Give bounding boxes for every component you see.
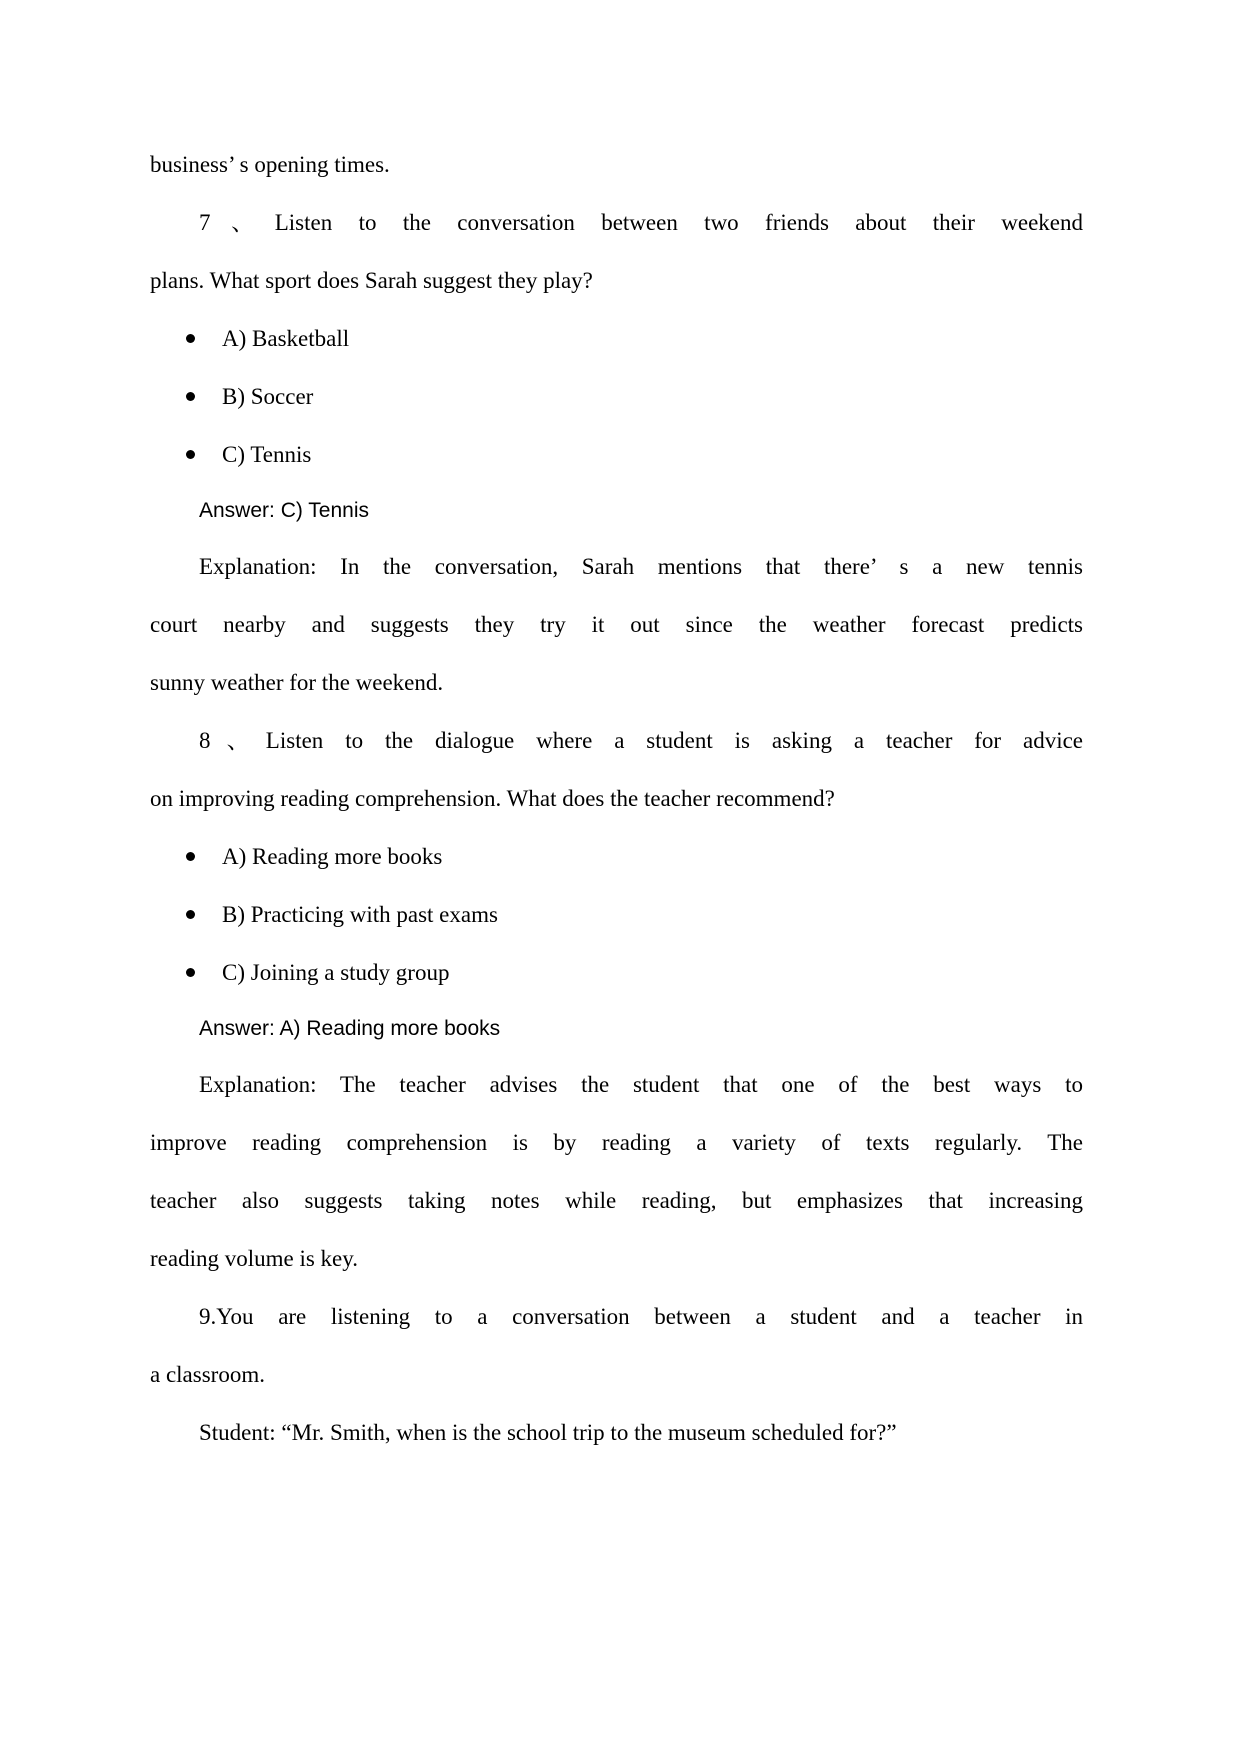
question-7-answer: Answer: C) Tennis xyxy=(199,499,370,522)
bullet-icon xyxy=(186,450,195,459)
option-label: B) Practicing with past exams xyxy=(222,902,498,927)
option-label: A) Basketball xyxy=(222,326,350,351)
option-label: C) Tennis xyxy=(222,442,312,467)
bullet-icon xyxy=(186,334,195,343)
question-7-explanation-line-2: court nearby and suggests they try it out since the weather forecast predicts xyxy=(150,612,1083,637)
option-label: B) Soccer xyxy=(222,384,314,409)
option-label: A) Reading more books xyxy=(222,844,443,869)
question-8-prompt-continued: on improving reading comprehension. What does the teacher recommend? xyxy=(150,786,835,811)
continued-text-line: business’ s opening times. xyxy=(150,152,390,177)
question-8-explanation-line-4: reading volume is key. xyxy=(150,1246,359,1271)
question-8-explanation-line-3: teacher also suggests taking notes while reading, but emphasizes that increasing xyxy=(150,1188,1083,1213)
bullet-icon xyxy=(186,852,195,861)
bullet-icon xyxy=(186,392,195,401)
question-8-explanation: Explanation: The teacher advises the student that one of the best ways to xyxy=(199,1072,1083,1097)
question-8-answer: Answer: A) Reading more books xyxy=(199,1017,501,1040)
question-8-prompt: 8、Listen to the dialogue where a student is asking a teacher for advice xyxy=(199,728,1083,753)
question-9-prompt-continued: a classroom. xyxy=(150,1362,265,1387)
bullet-icon xyxy=(186,968,195,977)
question-8-explanation-line-2: improve reading comprehension is by reading a variety of texts regularly. The xyxy=(150,1130,1083,1155)
question-9-dialogue-student: Student: “Mr. Smith, when is the school trip to the museum scheduled for?” xyxy=(199,1420,897,1445)
option-label: C) Joining a study group xyxy=(222,960,450,985)
question-7-explanation: Explanation: In the conversation, Sarah mentions that there’ s a new tennis xyxy=(199,554,1083,579)
question-7-prompt: 7、Listen to the conversation between two friends about their weekend xyxy=(199,210,1083,235)
bullet-icon xyxy=(186,910,195,919)
question-7-explanation-line-3: sunny weather for the weekend. xyxy=(150,670,444,695)
question-9-prompt: 9.You are listening to a conversation between a student and a teacher in xyxy=(199,1304,1083,1329)
question-7-prompt-continued: plans. What sport does Sarah suggest they play? xyxy=(150,268,593,293)
